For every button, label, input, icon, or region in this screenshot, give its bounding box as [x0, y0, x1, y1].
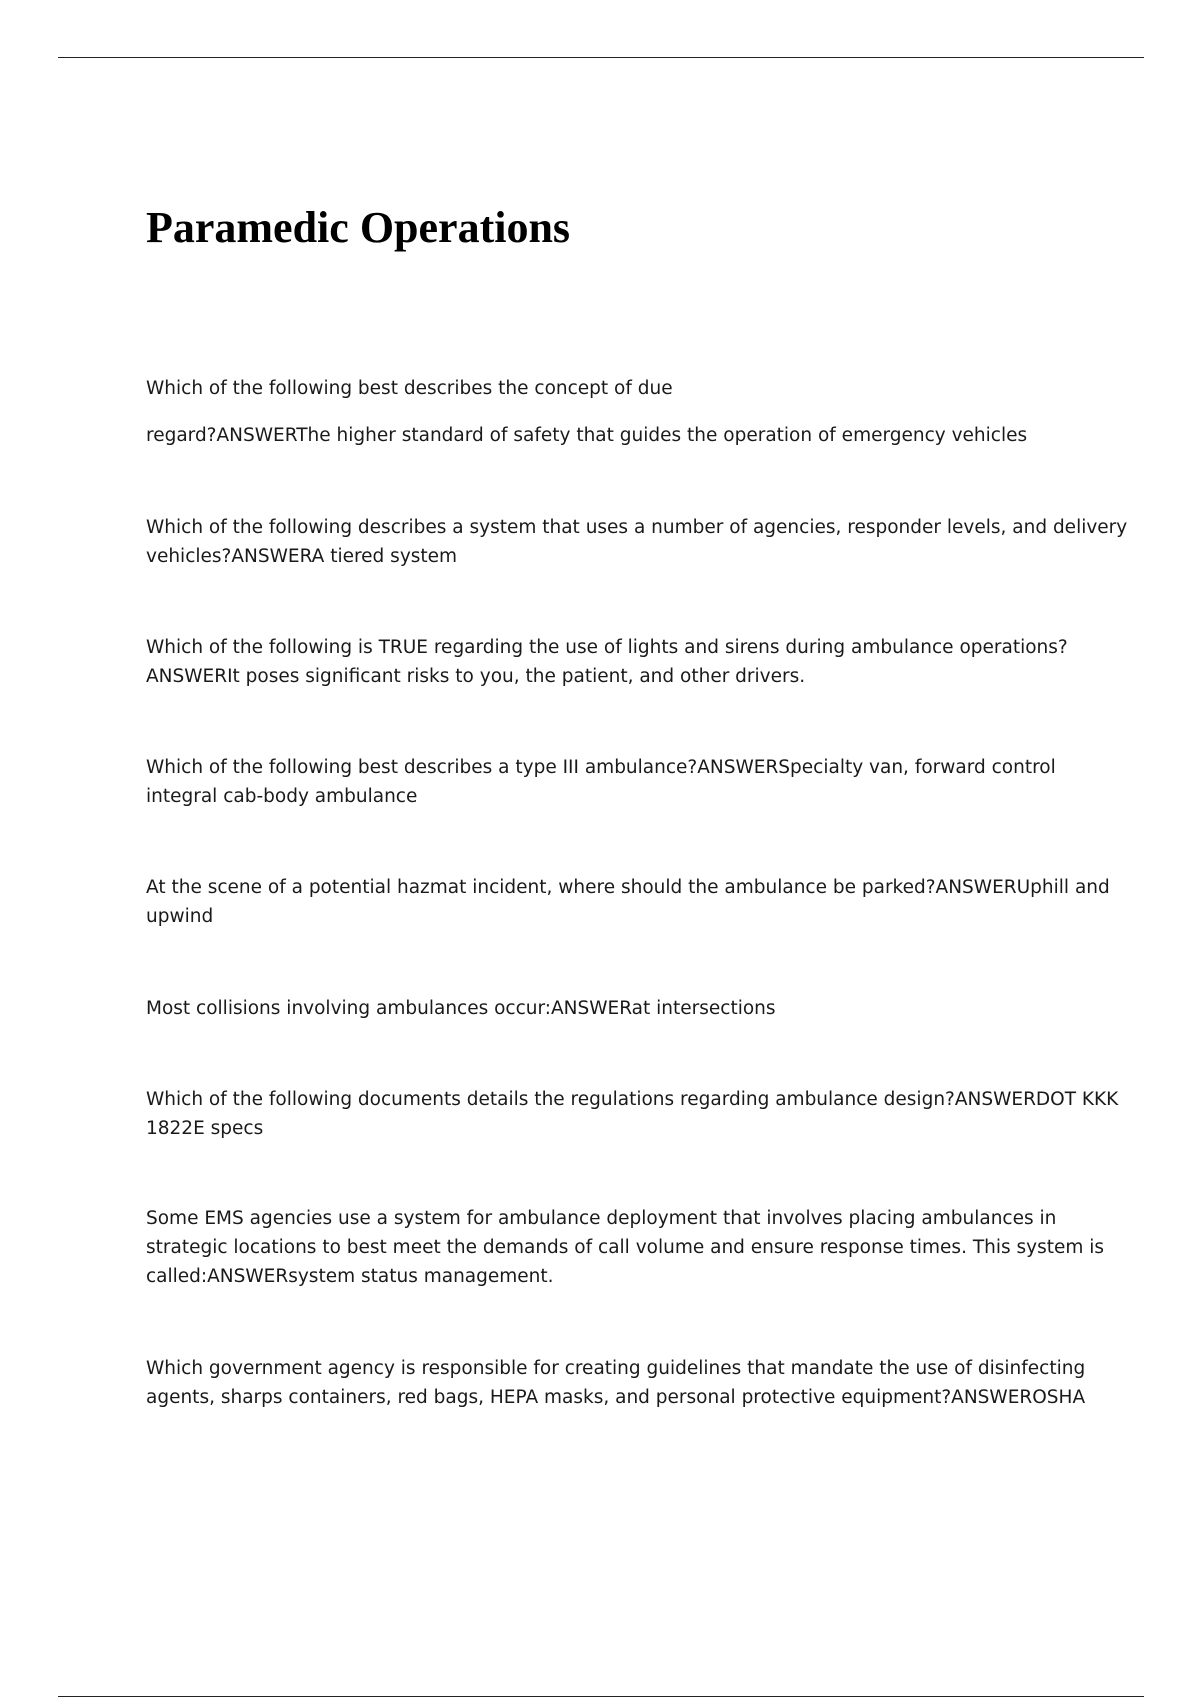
- qa-line: Some EMS agencies use a system for ambulance deployment that involves placing ambulances in: [146, 1208, 1057, 1229]
- qa-line: upwind: [146, 906, 214, 927]
- qa-entry-8: [146, 1204, 1105, 1291]
- qa-line: Which of the following best describes a type III ambulance?ANSWERSpecialty van, forward control: [146, 757, 1056, 778]
- qa-line: Which government agency is responsible for creating guidelines that mandate the use of disinfecting: [146, 1358, 1086, 1379]
- qa-entry-6: [146, 994, 1096, 1023]
- qa-line: vehicles?ANSWERA tiered system: [146, 546, 458, 567]
- qa-line: Which of the following is TRUE regarding the use of lights and sirens during ambulance operations?: [146, 637, 1068, 658]
- qa-line: ANSWERIt poses significant risks to you, the patient, and other drivers.: [146, 666, 806, 687]
- qa-entry-3: [146, 633, 1096, 691]
- qa-entry-7: [146, 1085, 1119, 1143]
- qa-line: Which of the following best describes the concept of due: [146, 378, 673, 399]
- qa-entry-1: [146, 374, 1096, 450]
- paragraph-gap: [146, 403, 1096, 421]
- qa-line: Which of the following documents details the regulations regarding ambulance design?ANSWERDOT KKK: [146, 1089, 1119, 1110]
- qa-line: integral cab-body ambulance: [146, 786, 418, 807]
- qa-entry-2: [146, 513, 1128, 571]
- qa-line: agents, sharps containers, red bags, HEPA masks, and personal protective equipment?ANSWEROSHA: [146, 1387, 1086, 1408]
- page-title: Paramedic Operations: [146, 203, 571, 252]
- qa-line: called:ANSWERsystem status management.: [146, 1266, 554, 1287]
- qa-line: Most collisions involving ambulances occur:ANSWERat intersections: [146, 998, 776, 1019]
- qa-line: At the scene of a potential hazmat incident, where should the ambulance be parked?ANSWERUphill and: [146, 877, 1110, 898]
- qa-line: strategic locations to best meet the demands of call volume and ensure response times. This system is: [146, 1237, 1105, 1258]
- qa-entry-9: [146, 1354, 1096, 1412]
- footer-rule: [58, 1696, 1144, 1697]
- header-rule: [58, 57, 1144, 58]
- qa-line: Which of the following describes a system that uses a number of agencies, responder levels, and delivery: [146, 517, 1128, 538]
- qa-line: 1822E specs: [146, 1118, 264, 1139]
- qa-entry-5: [146, 873, 1110, 931]
- qa-entry-4: [146, 753, 1096, 811]
- qa-line: regard?ANSWERThe higher standard of safety that guides the operation of emergency vehicles: [146, 425, 1028, 446]
